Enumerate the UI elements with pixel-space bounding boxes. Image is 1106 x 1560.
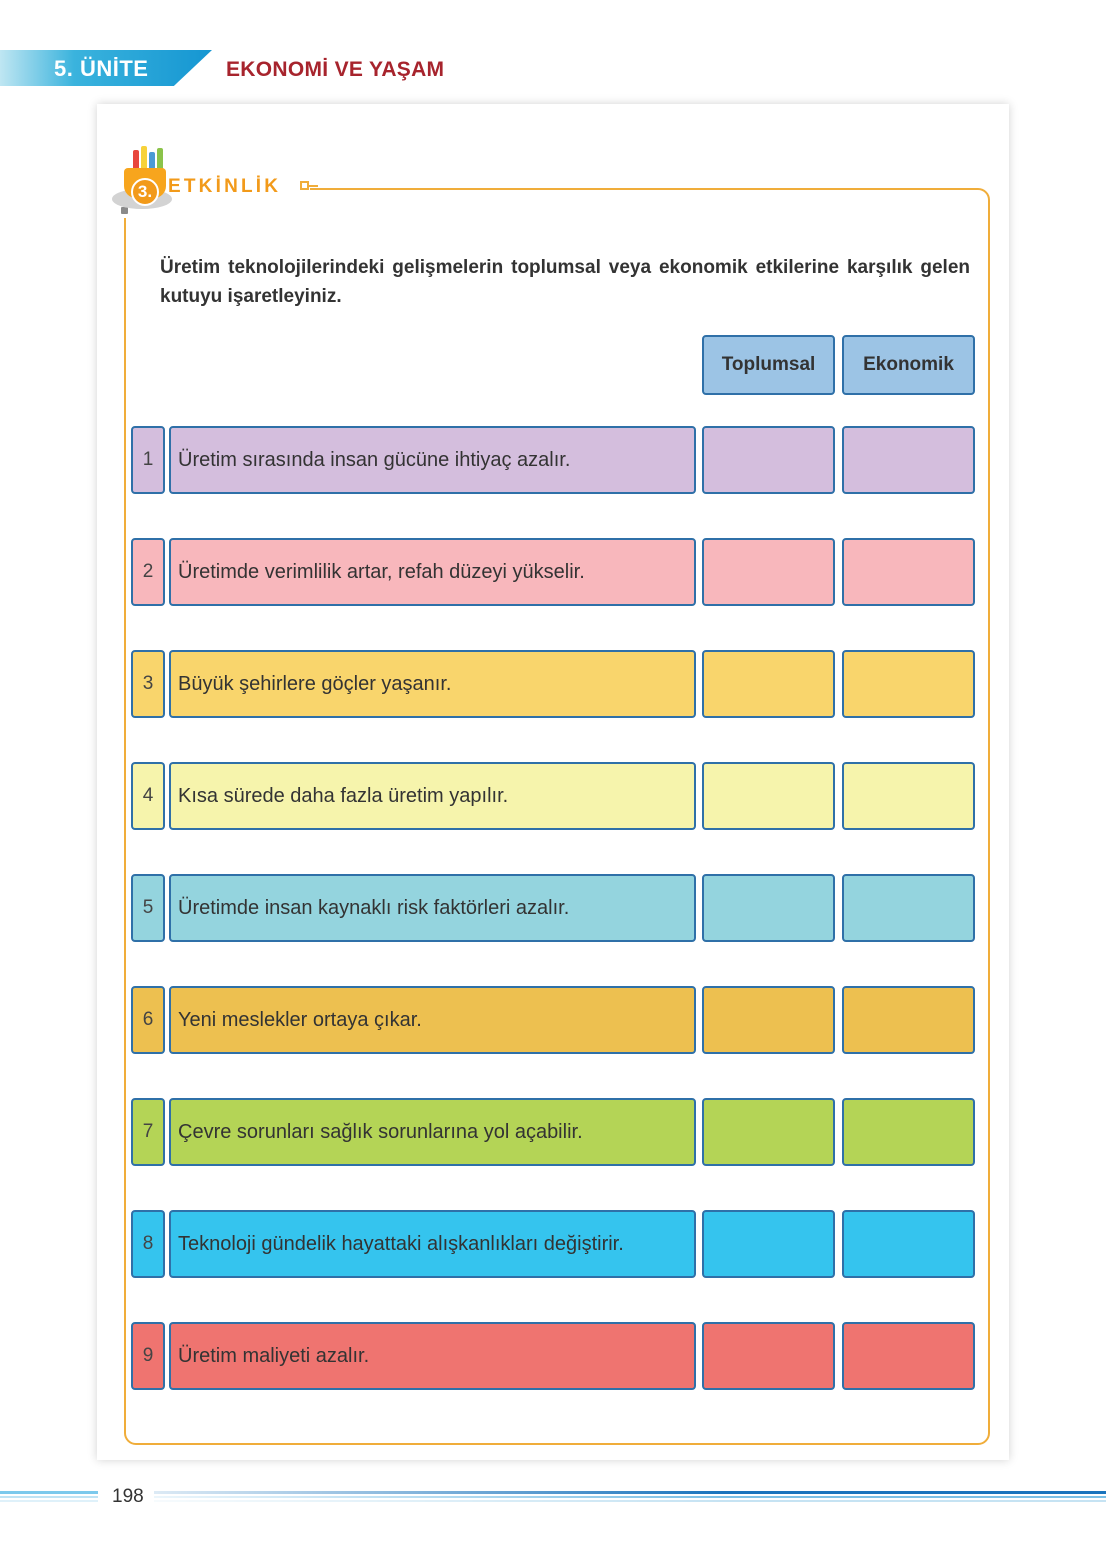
row-number: 9: [131, 1322, 165, 1390]
unit-title: EKONOMİ VE YAŞAM: [226, 58, 445, 81]
toplumsal-checkbox[interactable]: [702, 762, 835, 830]
page-number: 198: [112, 1486, 144, 1507]
ekonomik-checkbox[interactable]: [842, 538, 975, 606]
unit-label: 5. ÜNİTE: [54, 56, 149, 81]
ekonomik-checkbox[interactable]: [842, 1098, 975, 1166]
toplumsal-checkbox[interactable]: [702, 650, 835, 718]
toplumsal-checkbox[interactable]: [702, 1098, 835, 1166]
row-statement: Üretim sırasında insan gücüne ihtiyaç azalır.: [169, 426, 696, 494]
toplumsal-checkbox[interactable]: [702, 874, 835, 942]
toplumsal-checkbox[interactable]: [702, 986, 835, 1054]
toplumsal-checkbox[interactable]: [702, 538, 835, 606]
row-number: 8: [131, 1210, 165, 1278]
statement-row: [131, 1098, 976, 1166]
row-number: 4: [131, 762, 165, 830]
ekonomik-checkbox[interactable]: [842, 986, 975, 1054]
statement-row: [131, 538, 976, 606]
row-statement: Çevre sorunları sağlık sorunlarına yol açabilir.: [169, 1098, 696, 1166]
activity-label: ETKİNLİK: [168, 176, 282, 197]
ekonomik-checkbox[interactable]: [842, 650, 975, 718]
ekonomik-checkbox[interactable]: [842, 1322, 975, 1390]
row-number: 6: [131, 986, 165, 1054]
row-statement: Büyük şehirlere göçler yaşanır.: [169, 650, 696, 718]
activity-number: 3.: [137, 182, 153, 201]
ekonomik-checkbox[interactable]: [842, 874, 975, 942]
instruction-text: Üretim teknolojilerindeki gelişmelerin toplumsal veya ekonomik etkilerine karşılık gelen kutuyu işaretleyiniz.: [160, 257, 970, 307]
row-statement: Üretimde verimlilik artar, refah düzeyi yükselir.: [169, 538, 696, 606]
toplumsal-checkbox[interactable]: [702, 426, 835, 494]
footer-stripe-left: [0, 1491, 98, 1502]
row-number: 2: [131, 538, 165, 606]
ekonomik-checkbox[interactable]: [842, 762, 975, 830]
row-statement: Kısa sürede daha fazla üretim yapılır.: [169, 762, 696, 830]
footer-stripe-right: [154, 1491, 1106, 1502]
label-end-square: [300, 181, 309, 190]
statement-row: [131, 874, 976, 942]
row-statement: Teknoloji gündelik hayattaki alışkanlıkları değiştirir.: [169, 1210, 696, 1278]
ekonomik-checkbox[interactable]: [842, 426, 975, 494]
statement-row: [131, 986, 976, 1054]
column-header-toplumsal: Toplumsal: [702, 335, 835, 395]
statement-row: [131, 426, 976, 494]
row-number: 1: [131, 426, 165, 494]
row-number: 5: [131, 874, 165, 942]
toplumsal-checkbox[interactable]: [702, 1322, 835, 1390]
statement-row: [131, 650, 976, 718]
row-statement: Yeni meslekler ortaya çıkar.: [169, 986, 696, 1054]
frame-corner-dot: [121, 207, 128, 214]
row-number: 3: [131, 650, 165, 718]
row-statement: Üretim maliyeti azalır.: [169, 1322, 696, 1390]
statement-row: [131, 1322, 976, 1390]
ekonomik-checkbox[interactable]: [842, 1210, 975, 1278]
toplumsal-checkbox[interactable]: [702, 1210, 835, 1278]
column-header-ekonomik: Ekonomik: [842, 335, 975, 395]
row-statement: Üretimde insan kaynaklı risk faktörleri azalır.: [169, 874, 696, 942]
row-number: 7: [131, 1098, 165, 1166]
statement-row: [131, 762, 976, 830]
statement-row: [131, 1210, 976, 1278]
